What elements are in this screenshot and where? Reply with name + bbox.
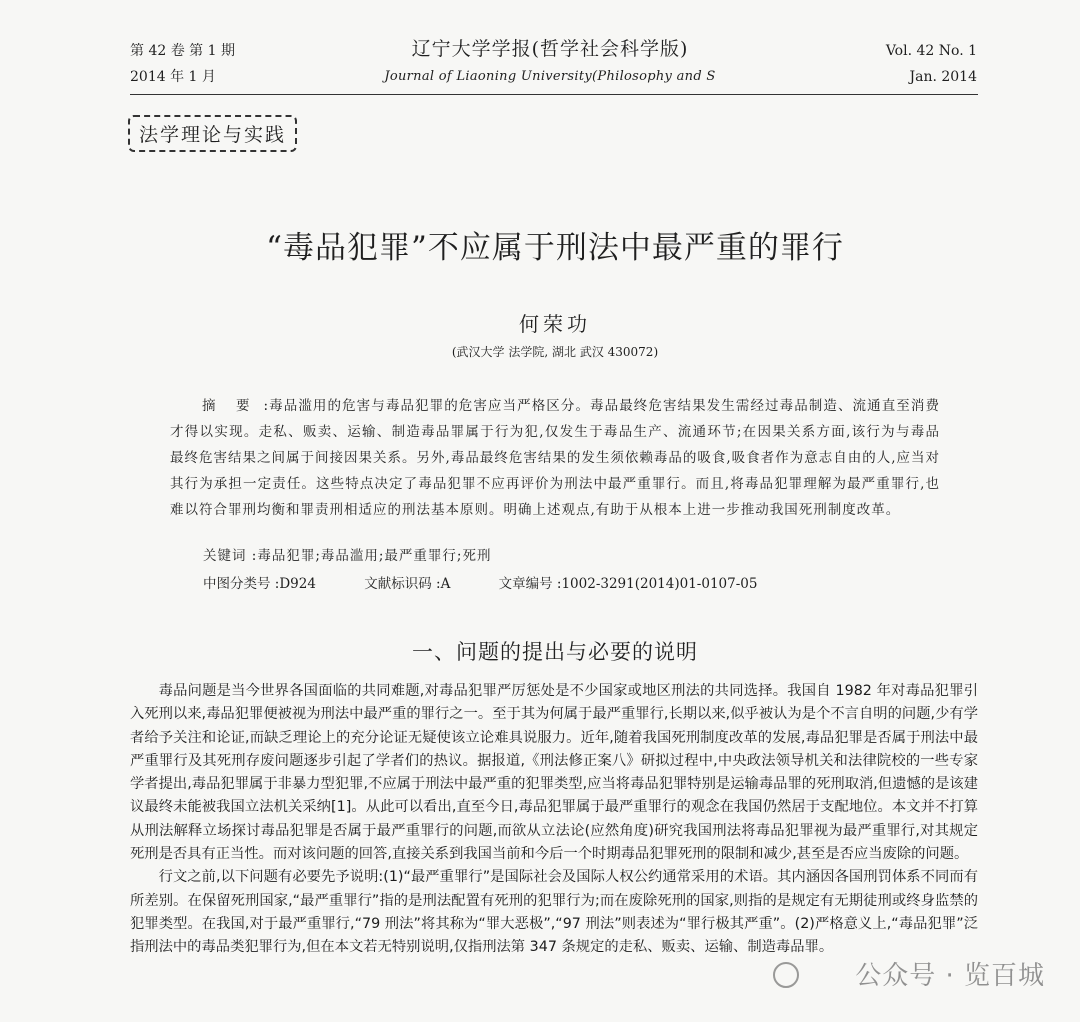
abstract-text: :毒品滥用的危害与毒品犯罪的危害应当严格区分。毒品最终危害结果发生需经过毒品制造、流通直至消费才得以实现。走私、贩卖、运输、制造毒品罪属于行为犯,仅发生于毒品生产、流通环节;在因果关系方面,该行为与毒品最终危害结果之间属于间接因果关系。另外,毒品最终危害结果的发生须依赖毒品的吸食,吸食者作为意志自由的人,应当对其行为承担一定责任。这些特点决定了毒品犯罪不应再评价为刑法中最严重罪行。而且,将毒品犯罪理解为最严重罪行,也难以符合罪刑均衡和罪责刑相适应的刑法基本原则。明确上述观点,有助于从根本上进一步推动我国死刑制度改革。	[170, 398, 940, 518]
body-text	[130, 680, 978, 960]
header-divider	[130, 94, 978, 95]
abstract	[170, 393, 940, 523]
abstract-label: 摘 要	[202, 398, 258, 414]
watermark-icon	[773, 962, 799, 988]
article-author: 何荣功	[519, 312, 591, 336]
keywords: 关键词 :毒品犯罪;毒品滥用;最严重罪行;死刑	[203, 548, 492, 564]
document-code: 文献标识码 :A	[364, 576, 451, 592]
journal-title-en: Journal of Liaoning University(Philosophy and S	[384, 69, 716, 84]
author-affiliation: (武汉大学 法学院, 湖北 武汉 430072)	[451, 345, 659, 359]
article-title: “毒品犯罪”不应属于刑法中最严重的罪行	[266, 230, 844, 266]
watermark: 公众号 · 览百城	[855, 961, 1045, 991]
header-center	[330, 34, 770, 84]
body-paragraph: 行文之前,以下问题有必要先予说明:(1)“最严重罪行”是国际社会及国际人权公约通常采用的术语。其内涵因各国刑罚体系不同而有所差别。在保留死刑国家,“最严重罪行”指的是刑法配置有死刑的犯罪行为;而在废除死刑的国家,则指的是规定有无期徒刑或终身监禁的犯罪类型。在我国,对于最严重罪行,“79 刑法”将其称为“罪大恶极”,“97 刑法”则表述为“罪行极其严重”。(2)严格意义上,“毒品犯罪”泛指刑法中的毒品类犯罪行为,但在本文若无特别说明,仅指刑法第 347 条规定的走私、贩卖、运输、制造毒品罪。	[130, 869, 978, 956]
header-left	[130, 38, 235, 90]
article-number: 文章编号 :1002-3291(2014)01-0107-05	[498, 576, 758, 592]
section-label: 法学理论与实践	[128, 115, 297, 152]
header-right	[886, 38, 977, 90]
volume-issue-en: Vol. 42 No. 1	[885, 43, 977, 59]
journal-title-zh: 辽宁大学学报(哲学社会科学版)	[411, 38, 689, 60]
date-zh: 2014 年 1 月	[130, 69, 216, 85]
section-heading: 一、问题的提出与必要的说明	[412, 640, 698, 664]
clc-number: 中图分类号 :D924	[203, 576, 316, 592]
body-paragraph: 毒品问题是当今世界各国面临的共同难题,对毒品犯罪严厉惩处是不少国家或地区刑法的共同选择。我国自 1982 年对毒品犯罪引入死刑以来,毒品犯罪便被视为刑法中最严重的罪行之一。至于其为何属于最严重罪行,长期以来,似乎被认为是个不言自明的问题,少有学者给予关注和论证,而缺乏理论上的充分论证无疑使该立论难具说服力。近年,随着我国死刑制度改革的发展,毒品犯罪是否属于刑法中最严重罪行及其死刑存废问题逐步引起了学者们的热议。据报道,《刑法修正案八》研拟过程中,中央政法领导机关和法律院校的一些专家学者提出,毒品犯罪属于非暴力型犯罪,不应属于刑法中最严重的犯罪类型,应当将毒品犯罪特别是运输毒品罪的死刑取消,但遗憾的是该建议最终未能被我国立法机关采纳[1]。从此可以看出,直至今日,毒品犯罪属于最严重罪行的观念在我国仍然居于支配地位。本文并不打算从刑法解释立场探讨毒品犯罪是否属于最严重罪行的问题,而欲从立法论(应然角度)研究我国刑法将毒品犯罪视为最严重罪行,对其规定死刑是否具有正当性。而对该问题的回答,直接关系到我国当前和今后一个时期毒品犯罪死刑的限制和减少,甚至是否应当废除的问题。	[130, 683, 978, 863]
volume-issue-zh: 第 42 卷 第 1 期	[130, 43, 235, 59]
classification-line	[203, 572, 943, 592]
date-en: Jan. 2014	[909, 69, 977, 85]
